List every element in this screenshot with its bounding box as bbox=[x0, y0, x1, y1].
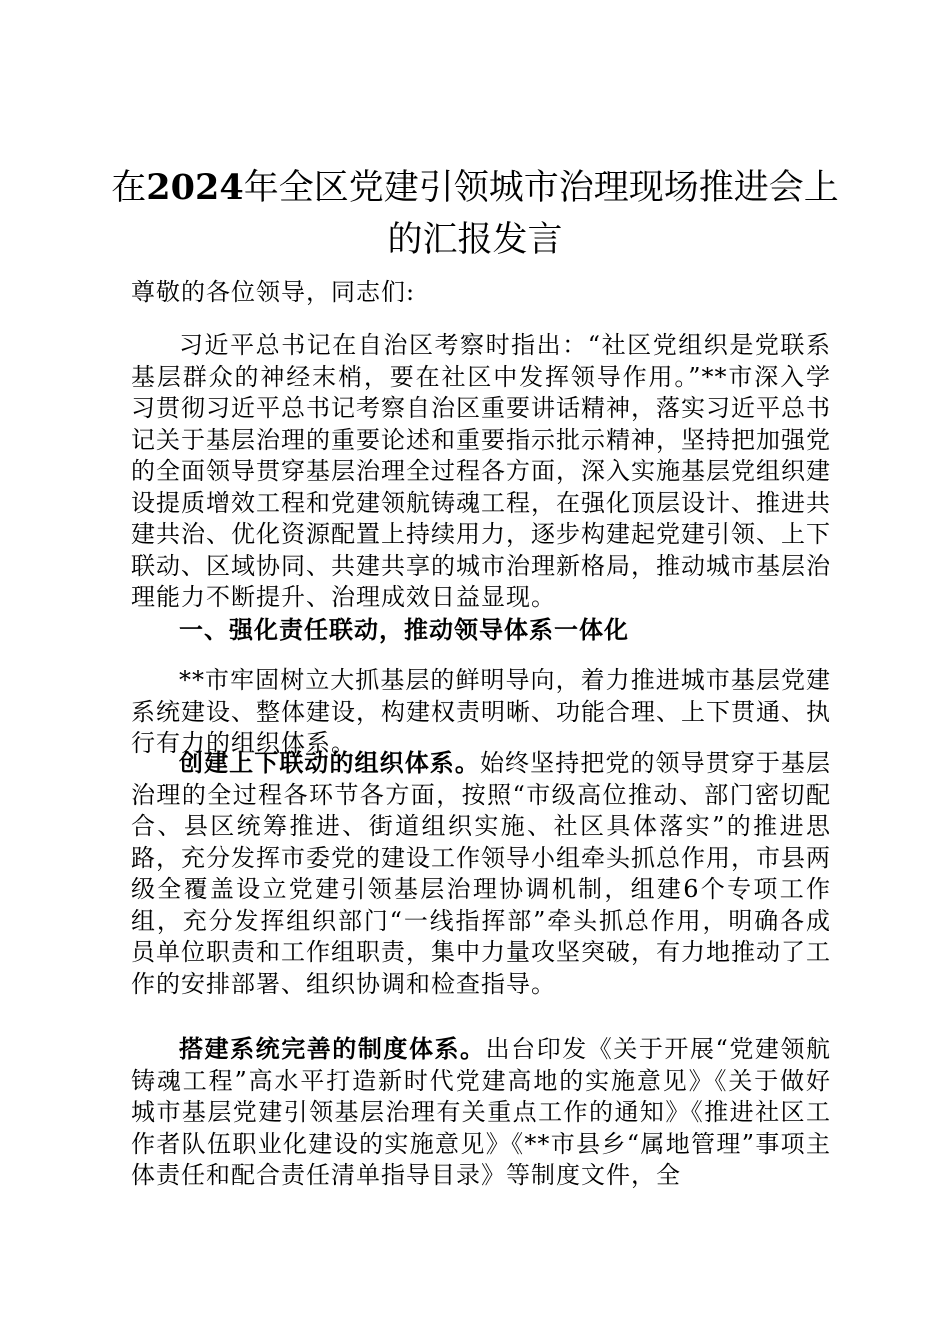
paragraph-organization-system bbox=[131, 748, 831, 1000]
title-year: 2024 bbox=[146, 167, 244, 208]
title-prefix: 在 bbox=[111, 168, 147, 208]
salutation: 尊敬的各位领导，同志们: bbox=[131, 278, 416, 306]
paragraph-body-institution: 出台印发《关于开展“党建领航铸魂工程”高水平打造新时代党建高地的实施意见》《关于做好城市基层党建引领基层治理有关重点工作的通知》《推进社区工作者队伍职业化建设的实施意见》《**市县乡“属地管理”事项主体责任和配合责任清单指导目录》等制度文件，全 bbox=[131, 1035, 831, 1189]
paragraph-lead-organization: 创建上下联动的组织体系。 bbox=[179, 749, 480, 777]
paragraph-body-organization: 始终坚持把党的领导贯穿于基层治理的全过程各环节各方面，按照“市级高位推动、部门密切配合、县区统筹推进、街道组织实施、社区具体落实”的推进思路，充分发挥市委党的建设工作领导小组牵头抓总作用，市县两级全覆盖设立党建引领基层治理协调机制，组建6个专项工作组，充分发挥组织部门“一线指挥部”牵头抓总作用，明确各成员单位职责和工作组职责，集中力量攻坚突破，有力地推动了工作的安排部署、组织协调和检查指导。 bbox=[131, 749, 832, 998]
paragraph-lead-institution: 搭建系统完善的制度体系。 bbox=[179, 1035, 486, 1063]
section-heading-1: 一、强化责任联动，推动领导体系一体化 bbox=[179, 616, 629, 644]
document-title bbox=[110, 162, 840, 266]
title-suffix: 年全区党建引领城市治理现场推进会上的汇报发言 bbox=[243, 168, 839, 260]
paragraph-section-1-intro: **市牢固树立大抓基层的鲜明导向，着力推进城市基层党建系统建设、整体建设，构建权责明晰、功能合理、上下贯通、执行有力的组织体系。 bbox=[131, 666, 831, 757]
paragraph-intro: 习近平总书记在自治区考察时指出：“社区党组织是党联系基层群众的神经末梢，要在社区中发挥领导作用。”**市深入学习贯彻习近平总书记考察自治区重要讲话精神，落实习近平总书记关于基层治理的重要论述和重要指示批示精神，坚持把加强党的全面领导贯穿基层治理全过程各方面，深入实施基层党组织建设提质增效工程和党建领航铸魂工程，在强化顶层设计、推进共建共治、优化资源配置上持续用力，逐步构建起党建引领、上下联动、区域协同、共建共享的城市治理新格局，推动城市基层治理能力不断提升、治理成效日益显现。 bbox=[131, 331, 831, 611]
paragraph-institution-system bbox=[131, 1034, 831, 1192]
